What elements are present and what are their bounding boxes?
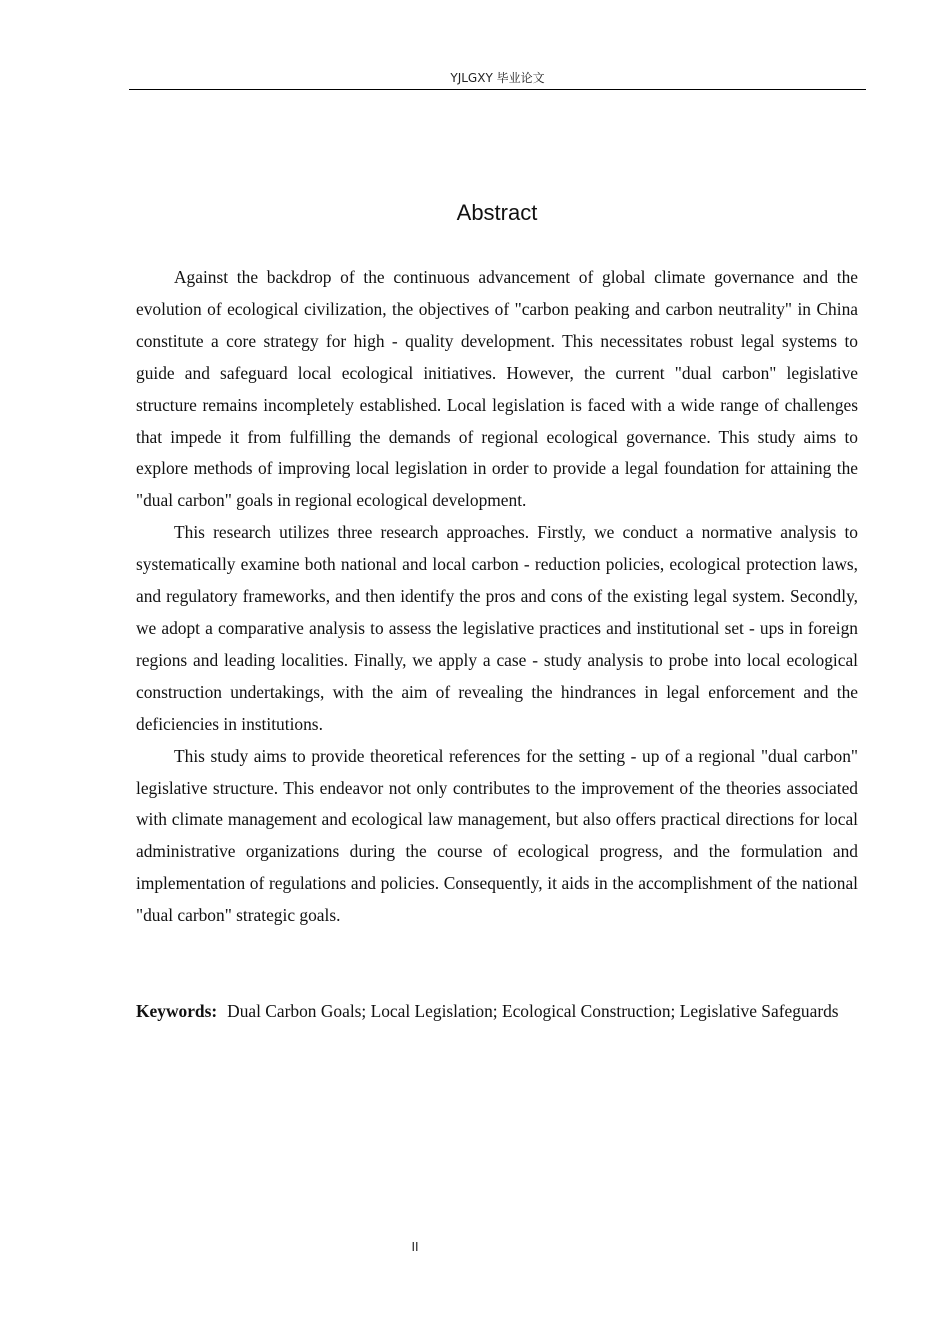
abstract-title: Abstract xyxy=(456,200,538,225)
page-header: YJLGXY 毕业论文 xyxy=(129,70,866,90)
abstract-paragraph-3: This study aims to provide theoretical references for the setting - up of a regional "dual carbon" legislative structure. This endeavor not only contributes to the improvement of the theories associated with climate management and ecological law management, but also offers practical directions for local administrative organizations during the course of ecological progress, and the formulation and implementation of regulations and policies. Consequently, it aids in the accomplishment of the national "dual carbon" strategic goals. xyxy=(136,745,858,926)
keywords-label: Keywords: xyxy=(136,1001,218,1021)
abstract-paragraph-1: Against the backdrop of the continuous advancement of global climate governance and the evolution of ecological civilization, the objectives of "carbon peaking and carbon neutrality" in China constitute a core strategy for high - quality development. This necessitates robust legal systems to guide and safeguard local ecological initiatives. However, the current "dual carbon" legislative structure remains incompletely established. Local legislation is faced with a wide range of challenges that impede it from fulfilling the demands of regional ecological governance. This study aims to explore methods of improving local legislation in order to provide a legal foundation for attaining the "dual carbon" goals in regional ecological development. xyxy=(136,267,858,511)
page-number: II xyxy=(411,1240,419,1254)
abstract-body xyxy=(136,262,858,932)
abstract-paragraph-2: This research utilizes three research approaches. Firstly, we conduct a normative analysis to systematically examine both national and local carbon - reduction policies, ecological protection laws, and regulatory frameworks, and then identify the pros and cons of the existing legal system. Secondly, we adopt a comparative analysis to assess the legislative practices and institutional set - ups in foreign regions and leading localities. Finally, we apply a case - study analysis to probe into local ecological construction undertakings, with the aim of revealing the hindrances in legal enforcement and the deficiencies in institutions. xyxy=(136,522,858,734)
keywords-line xyxy=(136,996,858,1028)
keywords-text: Dual Carbon Goals; Local Legislation; Ecological Construction; Legislative Safeguards xyxy=(227,1001,839,1021)
